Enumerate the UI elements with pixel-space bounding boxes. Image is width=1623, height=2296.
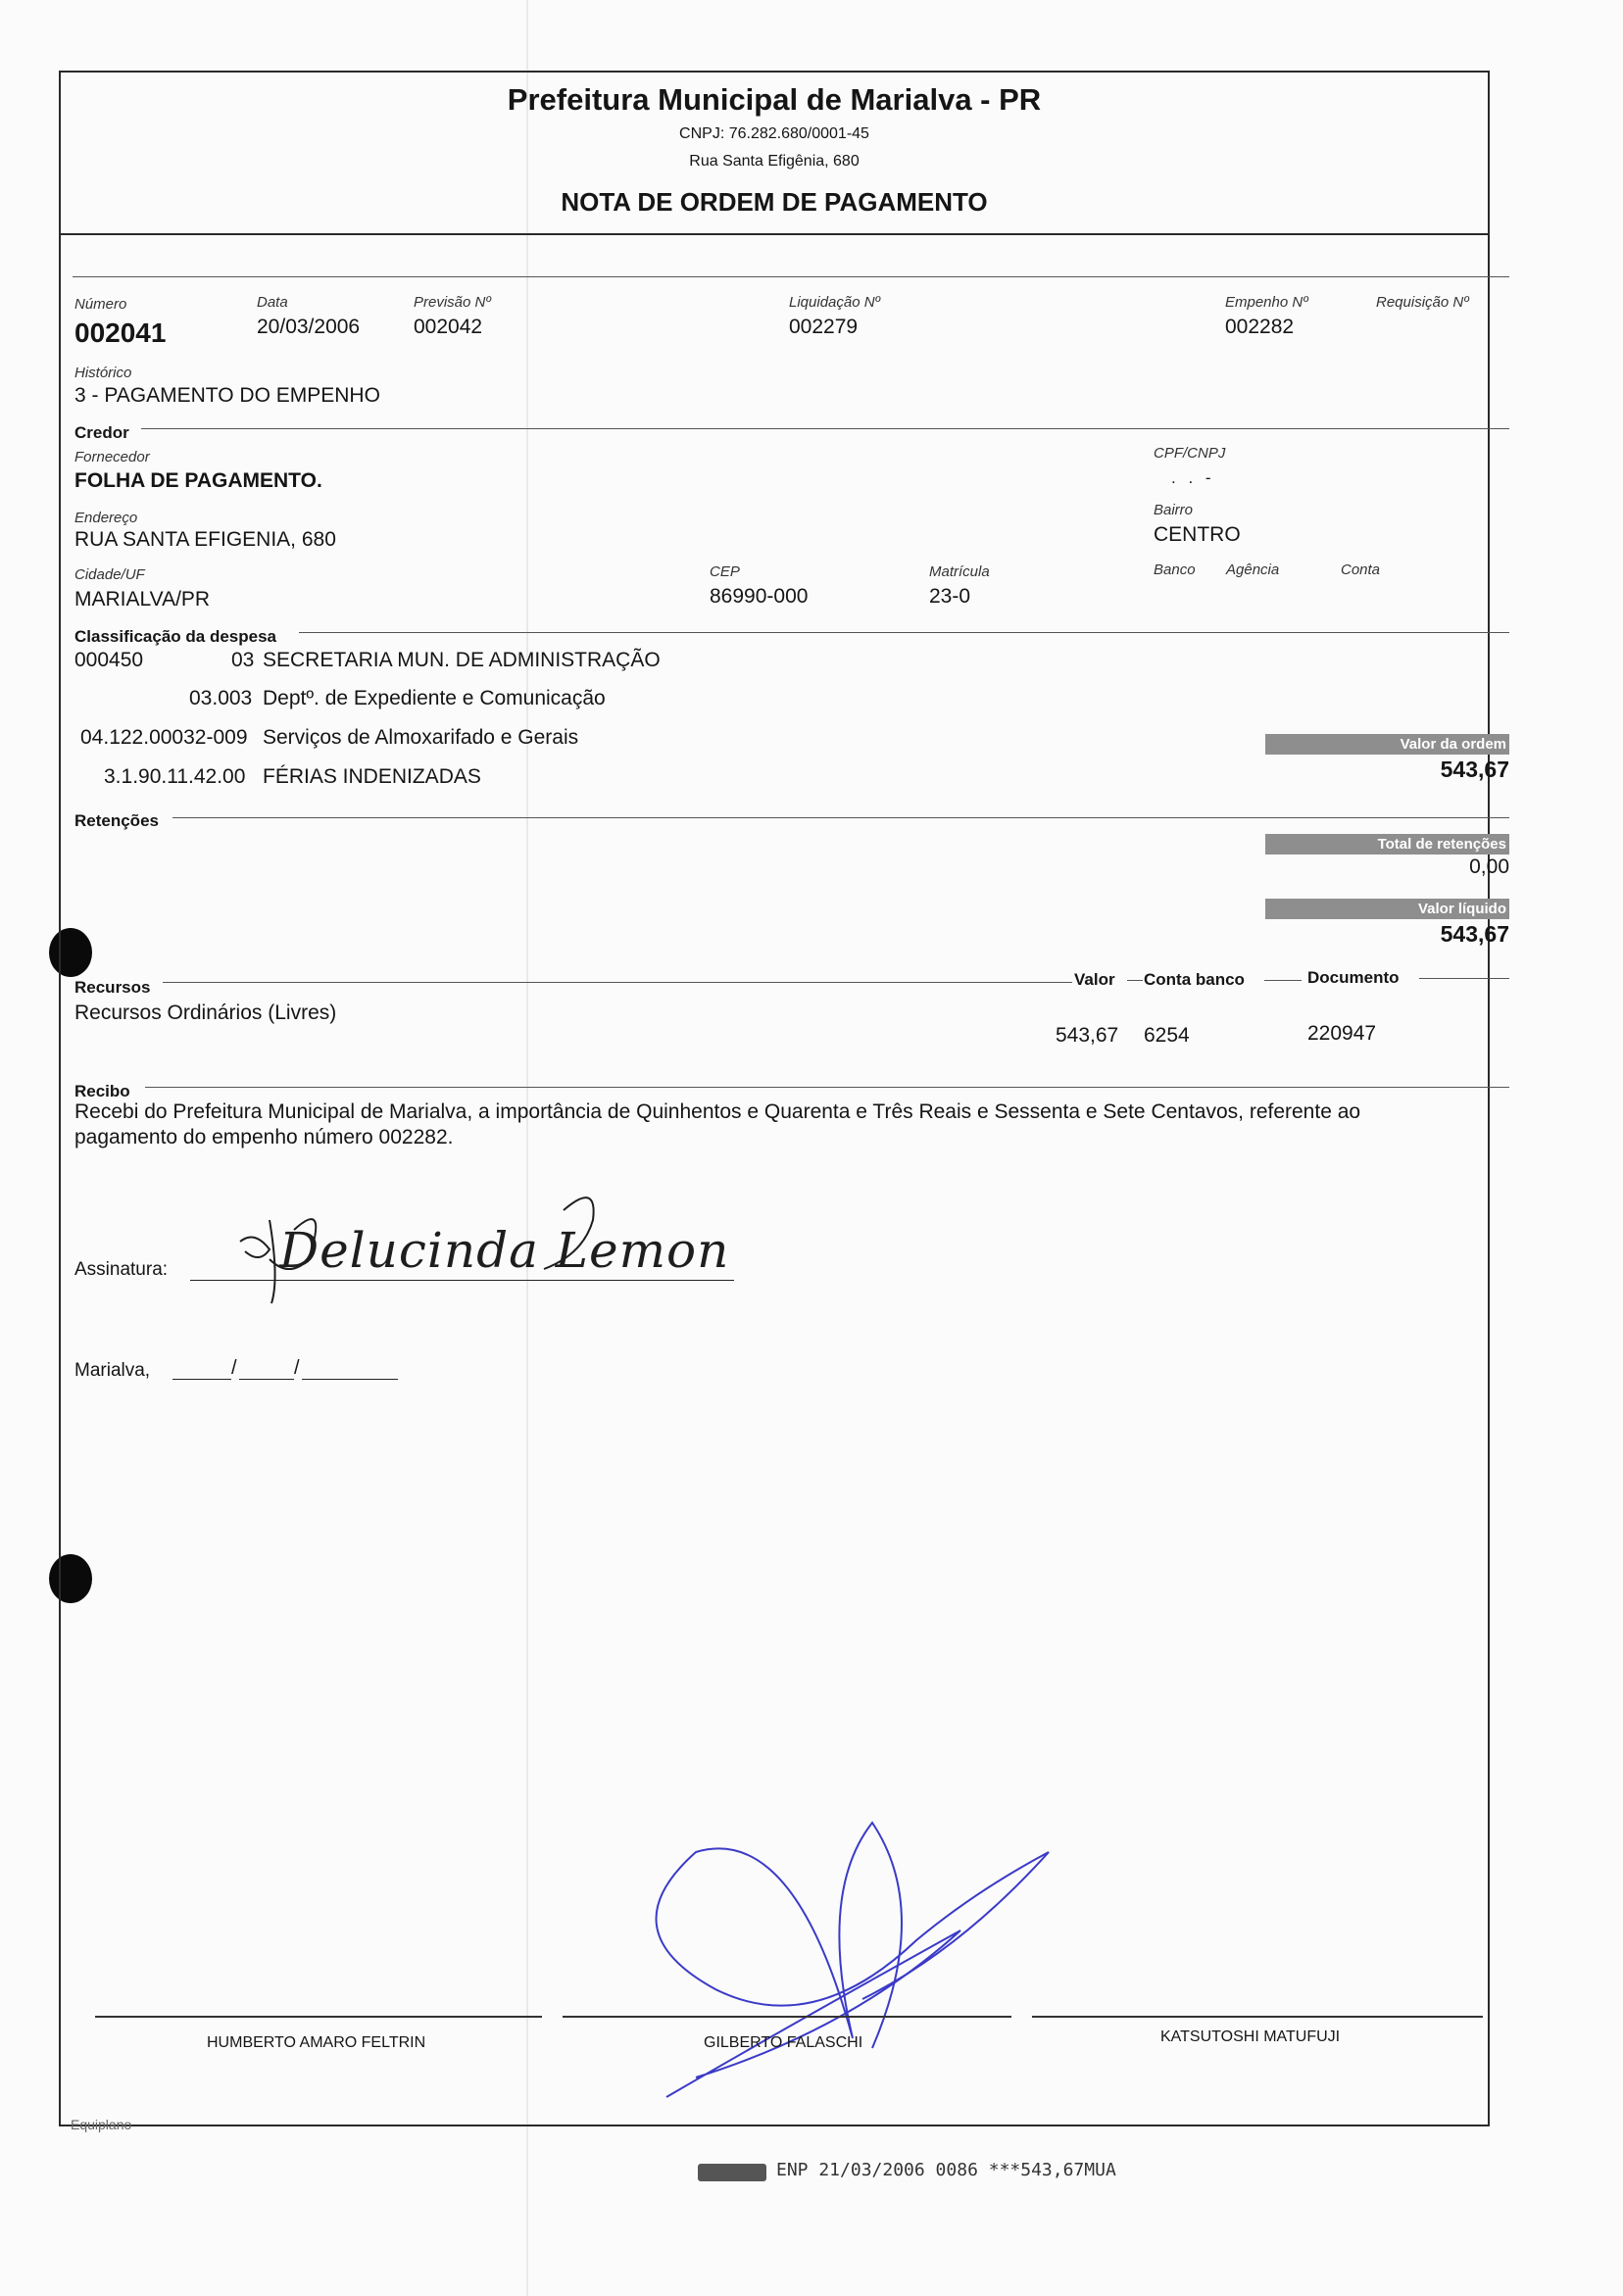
historico-label: Histórico <box>74 365 132 381</box>
cep-label: CEP <box>710 563 740 580</box>
classificacao-l4-text: FÉRIAS INDENIZADAS <box>263 765 481 788</box>
date-year-line <box>302 1379 398 1380</box>
classificacao-l4-code: 3.1.90.11.42.00 <box>104 765 246 788</box>
liquidacao-value: 002279 <box>789 316 859 338</box>
credor-rule <box>141 428 1509 429</box>
liquidacao-label: Liquidação Nº <box>789 294 881 311</box>
classificacao-l3-text: Serviços de Almoxarifado e Gerais <box>263 726 579 749</box>
date-day-line <box>172 1379 231 1380</box>
order-top-rule <box>73 276 1509 277</box>
signature-line-1 <box>95 2016 542 2018</box>
header-title: Prefeitura Municipal de Marialva - PR <box>507 82 1042 117</box>
authentication-stamp: ENP 21/03/2006 0086 ***543,67MUA <box>776 2160 1116 2180</box>
signature-line-3 <box>1032 2016 1483 2018</box>
recibo-section-title: Recibo <box>74 1082 130 1100</box>
retencoes-rule <box>172 817 1509 818</box>
classificacao-l2-code: 03.003 <box>189 687 253 709</box>
signature-text: Delucinda Lemon <box>279 1222 730 1279</box>
classificacao-l2-text: Deptº. de Expediente e Comunicação <box>263 687 606 709</box>
recursos-rule-mid2 <box>1264 980 1302 981</box>
classificacao-rule <box>299 632 1509 633</box>
date-separator-1: / <box>231 1357 237 1379</box>
classificacao-section-title: Classificação da despesa <box>74 627 277 646</box>
classificacao-l3-code: 04.122.00032-009 <box>80 726 248 749</box>
header-divider <box>59 233 1490 235</box>
banco-label: Banco <box>1154 562 1196 578</box>
data-value: 20/03/2006 <box>257 316 361 338</box>
classificacao-l1-code: 03 <box>231 649 255 671</box>
recursos-section-title: Recursos <box>74 978 151 997</box>
recursos-rule-right <box>1419 978 1509 979</box>
signature-line-2 <box>563 2016 1011 2018</box>
data-label: Data <box>257 294 288 311</box>
numero-value: 002041 <box>74 318 167 348</box>
recursos-conta-label: Conta banco <box>1144 970 1245 989</box>
endereco-label: Endereço <box>74 510 138 526</box>
assinatura-label: Assinatura: <box>74 1259 169 1280</box>
recursos-rule-left <box>163 982 1072 983</box>
recibo-text: Recebi do Prefeitura Municipal de Marialva, a importância de Quinhentos e Quarenta e Três Reais e Sessenta e Sete Centavos, referente ao pagamento do empenho número 002282. <box>74 1100 1361 1148</box>
recursos-valor-label: Valor <box>1074 970 1115 989</box>
recursos-name: Recursos Ordinários (Livres) <box>74 1001 337 1024</box>
historico-value: 3 - PAGAMENTO DO EMPENHO <box>74 384 380 407</box>
valor-liquido-value: 543,67 <box>1440 921 1509 947</box>
valor-liquido-label: Valor líquido <box>1265 899 1509 919</box>
empenho-value: 002282 <box>1225 316 1295 338</box>
header-address: Rua Santa Efigênia, 680 <box>689 153 860 170</box>
bairro-value: CENTRO <box>1154 523 1241 546</box>
recursos-rule-mid <box>1127 980 1143 981</box>
signatory-name-2: GILBERTO FALASCHI <box>704 2034 863 2051</box>
date-separator-2: / <box>294 1357 300 1379</box>
header-cnpj: CNPJ: 76.282.680/0001-45 <box>679 125 869 142</box>
fornecedor-label: Fornecedor <box>74 449 150 465</box>
classificacao-code: 000450 <box>74 649 144 671</box>
cidade-label: Cidade/UF <box>74 566 145 583</box>
footer-system-name: Equiplano <box>71 2117 132 2132</box>
signatory-name-1: HUMBERTO AMARO FELTRIN <box>207 2034 426 2051</box>
recursos-documento-label: Documento <box>1307 968 1400 987</box>
credor-section-title: Credor <box>74 423 129 442</box>
classificacao-l1-text: SECRETARIA MUN. DE ADMINISTRAÇÃO <box>263 649 661 671</box>
recursos-valor: 543,67 <box>1056 1024 1119 1047</box>
requisicao-label: Requisição Nº <box>1376 294 1469 311</box>
cpf-label: CPF/CNPJ <box>1154 445 1226 462</box>
valor-ordem-label: Valor da ordem <box>1265 734 1509 755</box>
fornecedor-value: FOLHA DE PAGAMENTO. <box>74 469 322 492</box>
retencoes-label: Total de retenções <box>1265 834 1509 855</box>
retencoes-value: 0,00 <box>1469 855 1509 878</box>
recursos-documento: 220947 <box>1307 1022 1377 1045</box>
stamp-logo <box>698 2164 766 2181</box>
previsao-label: Previsão Nº <box>414 294 491 311</box>
signatory-name-3: KATSUTOSHI MATUFUJI <box>1160 2028 1341 2045</box>
endereco-value: RUA SANTA EFIGENIA, 680 <box>74 528 336 551</box>
blue-signature <box>637 1744 1078 2107</box>
cep-value: 86990-000 <box>710 585 809 608</box>
handwritten-signature <box>211 1191 730 1298</box>
local-date-label: Marialva, <box>74 1360 151 1381</box>
cpf-value: . . - <box>1171 468 1215 487</box>
date-month-line <box>239 1379 294 1380</box>
recursos-conta: 6254 <box>1144 1024 1190 1047</box>
numero-label: Número <box>74 296 127 313</box>
cidade-value: MARIALVA/PR <box>74 588 211 611</box>
bairro-label: Bairro <box>1154 502 1194 518</box>
empenho-label: Empenho Nº <box>1225 294 1308 311</box>
previsao-value: 002042 <box>414 316 483 338</box>
matricula-label: Matrícula <box>929 563 990 580</box>
recibo-rule <box>145 1087 1509 1088</box>
conta-label: Conta <box>1341 562 1381 578</box>
agencia-label: Agência <box>1226 562 1280 578</box>
document-type: NOTA DE ORDEM DE PAGAMENTO <box>561 187 988 217</box>
matricula-value: 23-0 <box>929 585 971 608</box>
retencoes-section-title: Retenções <box>74 811 159 830</box>
valor-ordem-value: 543,67 <box>1440 757 1509 782</box>
